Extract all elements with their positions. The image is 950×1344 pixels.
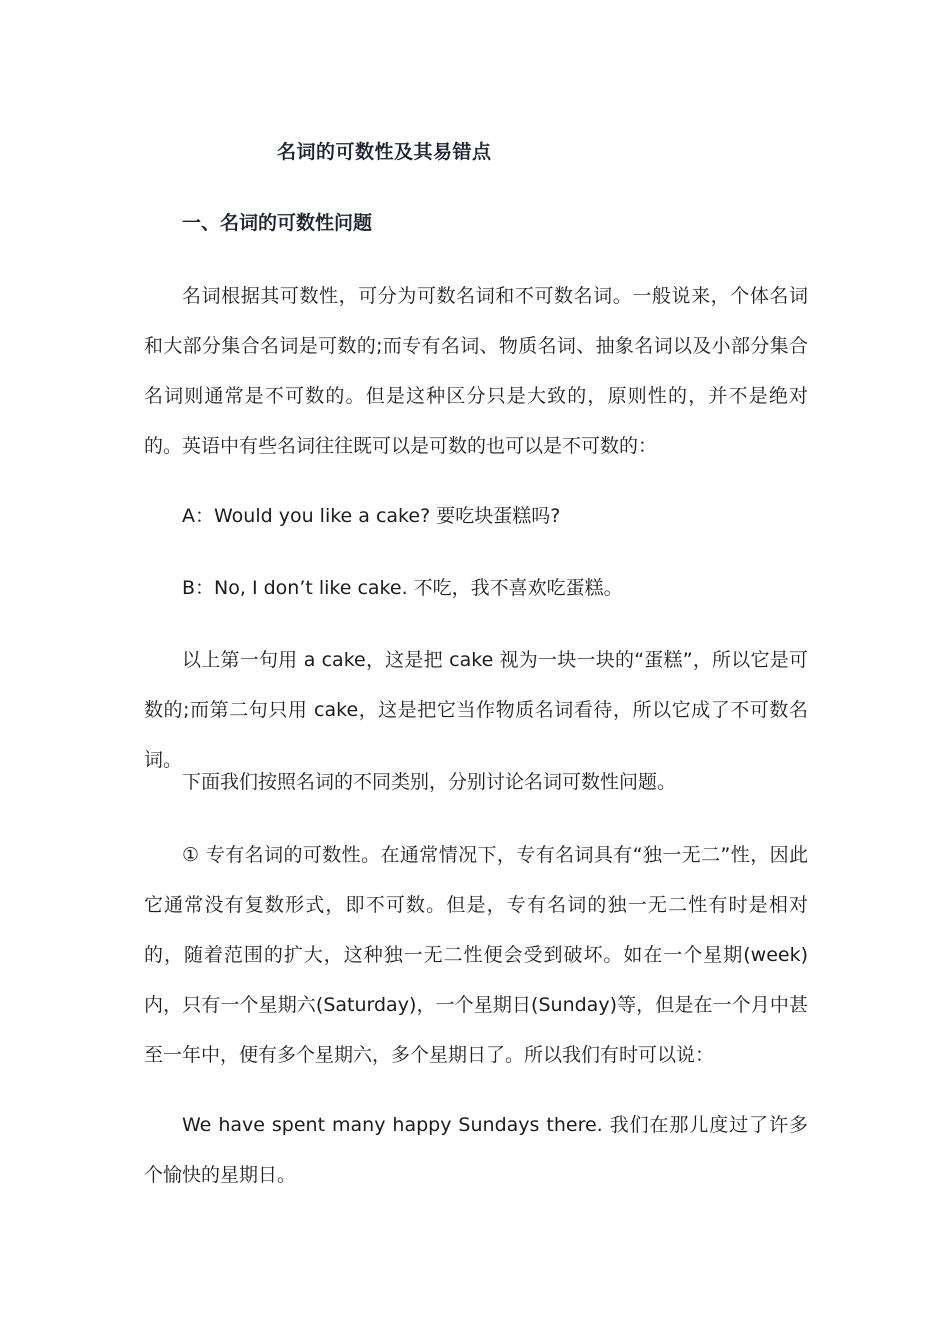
proper-nouns-paragraph: ① 专有名词的可数性。在通常情况下，专有名词具有“独一无二”性，因此它通常没有复数形式，即不可数。但是，专有名词的独一无二性有时是相对的，随着范围的扩大，这种独一无二性便会受到破坏。如在一个星期(week)内，只有一个星期六(Saturday)，一个星期日(Sunday)等，但是在一个月中甚至一年中，便有多个星期六，多个星期日了。所以我们有时可以说： — [144, 844, 808, 1066]
explanation-paragraph: 以上第一句用 a cake，这是把 cake 视为一块一块的“蛋糕”，所以它是可数的;而第二句只用 cake，这是把它当作物质名词看待，所以它成了不可数名词。 — [144, 649, 808, 771]
transition-line: 下面我们按照名词的不同类别，分别讨论名词可数性问题。 — [182, 771, 677, 793]
example-b-line: B：No, I don’t like cake. 不吃，我不喜欢吃蛋糕。 — [182, 577, 623, 599]
page-title: 名词的可数性及其易错点 — [277, 141, 492, 163]
section-heading: 一、名词的可数性问题 — [182, 212, 373, 234]
example-a-line: A：Would you like a cake? 要吃块蛋糕吗? — [182, 505, 561, 527]
intro-paragraph: 名词根据其可数性，可分为可数名词和不可数名词。一般说来，个体名词和大部分集合名词是可数的;而专有名词、物质名词、抽象名词以及小部分集合名词则通常是不可数的。但是这种区分只是大致的，原则性的，并不是绝对的。英语中有些名词往往既可以是可数的也可以是不可数的： — [144, 285, 808, 457]
example-sundays-paragraph: We have spent many happy Sundays there. 我们在那儿度过了许多个愉快的星期日。 — [144, 1114, 808, 1186]
